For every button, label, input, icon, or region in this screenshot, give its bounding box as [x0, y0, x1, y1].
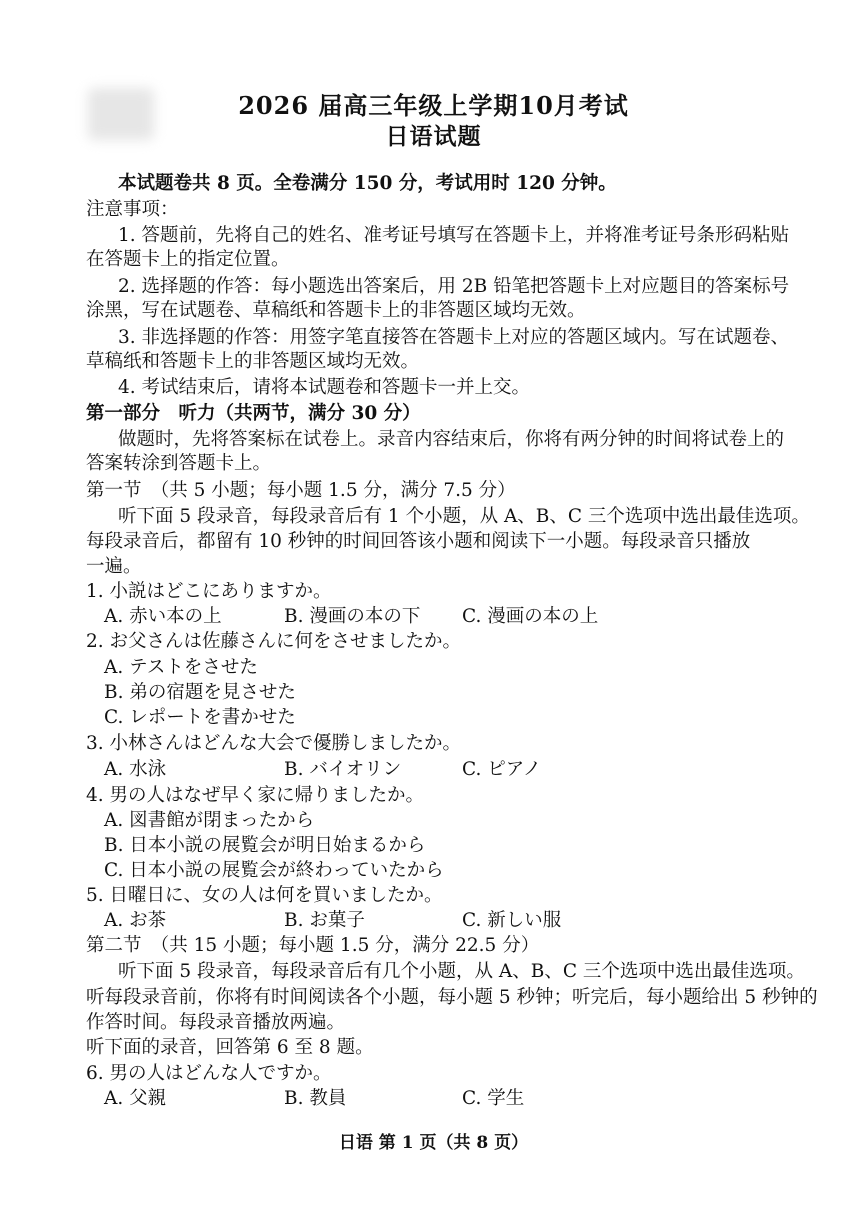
question-3-option-c: C. ピアノ — [462, 759, 542, 780]
question-1-option-c: C. 漫画の本の上 — [462, 606, 599, 627]
question-3-options — [104, 758, 704, 782]
question-1-option-a: A. 赤い本の上 — [104, 606, 222, 627]
question-2-option-c: C. レポートを書かせた — [104, 707, 296, 728]
notice-3-line-2: 草稿纸和答题卡上的非答题区域均无效。 — [86, 351, 420, 372]
question-6-options — [104, 1087, 704, 1111]
question-6-stem: 6. 男の人はどんな人ですか。 — [86, 1063, 332, 1084]
question-4-stem: 4. 男の人はなぜ早く家に帰りましたか。 — [86, 785, 425, 806]
question-2-stem: 2. お父さんは佐藤さんに何をさせましたか。 — [86, 631, 462, 652]
question-4-option-c: C. 日本小説の展覧会が終わっていたから — [104, 860, 444, 881]
section2-desc-line-3: 作答时间。每段录音播放两遍。 — [86, 1012, 346, 1033]
part1-heading: 第一部分 听力（共两节，满分 30 分） — [86, 403, 421, 424]
question-3-stem: 3. 小林さんはどんな大会で優勝しましたか。 — [86, 733, 462, 754]
notice-3-line-1: 3. 非选择题的作答：用签字笔直接答在答题卡上对应的答题区域内。写在试题卷、 — [118, 327, 790, 348]
notice-1-line-1: 1. 答题前，先将自己的姓名、准考证号填写在答题卡上，并将准考证号条形码粘贴 — [118, 225, 790, 246]
question-2-option-a: A. テストをさせた — [104, 657, 258, 678]
question-4-option-b: B. 日本小説の展覧会が明日始まるから — [104, 835, 426, 856]
section2-desc-line-2: 听每段录音前，你将有时间阅读各个小题，每小题 5 秒钟；听完后，每小题给出 5 秒钟的 — [86, 987, 818, 1008]
question-1-options — [104, 605, 704, 629]
question-2-option-b: B. 弟の宿題を見させた — [104, 682, 296, 703]
notice-4: 4. 考试结束后，请将本试题卷和答题卡一并上交。 — [118, 377, 531, 398]
question-5-stem: 5. 日曜日に、女の人は何を買いましたか。 — [86, 885, 443, 906]
question-6-option-a: A. 父親 — [104, 1088, 167, 1109]
page-footer: 日语 第 1 页（共 8 页） — [338, 1133, 529, 1153]
notice-1-line-2: 在答题卡上的指定位置。 — [86, 249, 290, 270]
question-4-option-a: A. 図書館が閉まったから — [104, 810, 315, 831]
part1-desc-line-1: 做题时，先将答案标在试卷上。录音内容结束后，你将有两分钟的时间将试卷上的 — [118, 429, 785, 450]
question-5-options — [104, 909, 704, 933]
question-6-option-b: B. 教員 — [284, 1088, 347, 1109]
section1-desc-line-2: 每段录音后，都留有 10 秒钟的时间回答该小题和阅读下一小题。每段录音只播放 — [86, 531, 751, 552]
section1-desc-line-1: 听下面 5 段录音，每段录音后有 1 个小题，从 A、B、C 三个选项中选出最佳选项。 — [118, 506, 810, 527]
notice-2-line-1: 2. 选择题的作答：每小题选出答案后，用 2B 铅笔把答题卡上对应题目的答案标号 — [118, 276, 790, 297]
notice-2-line-2: 涂黑，写在试题卷、草稿纸和答题卡上的非答题区域均无效。 — [86, 300, 586, 321]
question-6-option-c: C. 学生 — [462, 1088, 525, 1109]
question-3-option-b: B. バイオリン — [284, 759, 402, 780]
section2-heading: 第二节 （共 15 小题；每小题 1.5 分，满分 22.5 分） — [86, 935, 540, 956]
notice-heading: 注意事项： — [86, 199, 179, 220]
exam-summary: 本试题卷共 8 页。全卷满分 150 分，考试用时 120 分钟。 — [118, 173, 617, 194]
question-3-option-a: A. 水泳 — [104, 759, 167, 780]
question-5-option-a: A. お茶 — [104, 910, 167, 931]
section2-instruction: 听下面的录音，回答第 6 至 8 题。 — [86, 1037, 374, 1058]
question-1-stem: 1. 小説はどこにありますか。 — [86, 581, 332, 602]
section1-heading: 第一节 （共 5 小题；每小题 1.5 分，满分 7.5 分） — [86, 480, 516, 501]
exam-subtitle: 日语试题 — [385, 123, 482, 150]
question-5-option-c: C. 新しい服 — [462, 910, 562, 931]
section2-desc-line-1: 听下面 5 段录音，每段录音后有几个小题，从 A、B、C 三个选项中选出最佳选项。 — [118, 961, 805, 982]
question-1-option-b: B. 漫画の本の下 — [284, 606, 421, 627]
exam-title: 2026 届高三年级上学期10月考试 — [238, 91, 629, 120]
question-5-option-b: B. お菓子 — [284, 910, 365, 931]
section1-desc-line-3: 一遍。 — [86, 556, 142, 577]
part1-desc-line-2: 答案转涂到答题卡上。 — [86, 453, 272, 474]
